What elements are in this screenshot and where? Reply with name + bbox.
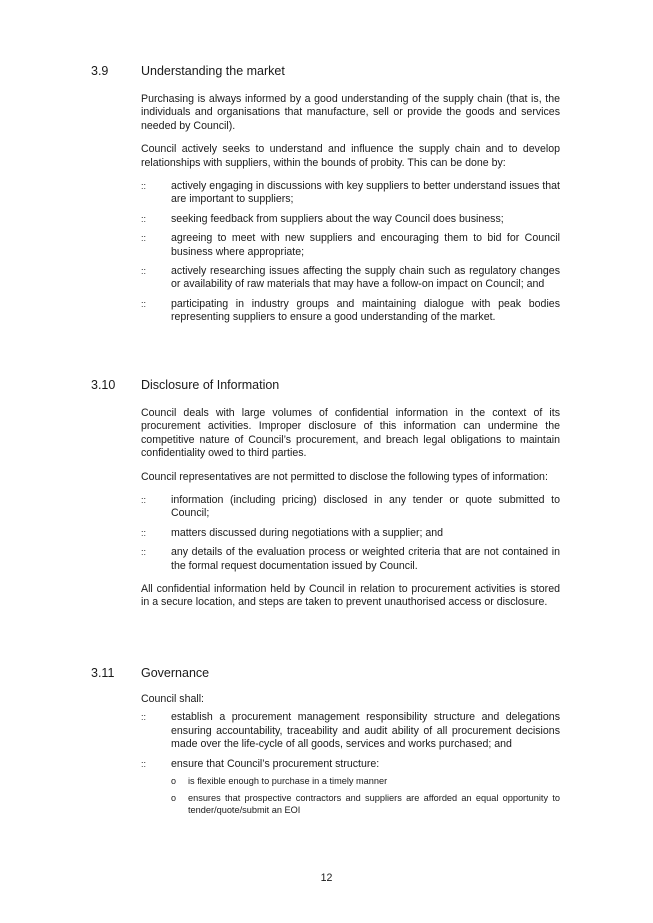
bullet-list	[141, 180, 560, 325]
circle-bullet-icon: o	[171, 793, 177, 804]
paragraph: Council shall:	[141, 693, 205, 705]
list-item-text: any details of the evaluation process or weighted criteria that are not contained in the formal request documentation issued by Council.	[171, 546, 560, 572]
bullet-icon: ::	[141, 181, 147, 192]
section-heading	[91, 64, 561, 82]
circle-bullet-icon: o	[171, 776, 177, 787]
section-3-11	[91, 666, 561, 823]
list-item-text: actively engaging in discussions with key suppliers to better understand issues that are important to suppliers;	[171, 180, 560, 206]
list-item	[141, 232, 560, 259]
section-heading	[91, 666, 561, 684]
section-body	[141, 93, 560, 325]
sub-list-item	[171, 792, 560, 816]
bullet-icon: ::	[141, 495, 147, 506]
list-item	[141, 213, 560, 226]
sub-list-item-text: is flexible enough to purchase in a timely manner	[188, 776, 388, 787]
list-item	[141, 546, 560, 573]
bullet-list	[141, 711, 560, 816]
section-number: 3.11	[91, 666, 115, 680]
list-item	[141, 711, 560, 751]
sub-bullet-list	[171, 775, 560, 817]
list-item-text: participating in industry groups and maintaining dialogue with peak bodies representing suppliers to ensure a good understanding of the market.	[171, 297, 560, 324]
sub-list-item	[171, 775, 560, 787]
list-item-text: seeking feedback from suppliers about the way Council does business;	[171, 212, 504, 225]
paragraph: Council representatives are not permitted to disclose the following types of information:	[141, 470, 548, 483]
list-item	[141, 527, 560, 540]
page-number: 12	[320, 872, 333, 884]
bullet-icon: ::	[141, 213, 147, 224]
bullet-icon: ::	[141, 712, 147, 723]
list-item-text: matters discussed during negotiations with a supplier; and	[171, 526, 444, 539]
section-body	[141, 407, 560, 610]
list-item	[141, 265, 560, 292]
bullet-icon: ::	[141, 547, 147, 558]
section-heading	[91, 378, 561, 396]
section-title: Understanding the market	[141, 64, 285, 78]
paragraph: Council actively seeks to understand and influence the supply chain and to develop relationships with suppliers, within the bounds of probity. This can be done by:	[141, 143, 560, 169]
section-number: 3.9	[91, 64, 109, 78]
bullet-icon: ::	[141, 298, 147, 309]
list-item-text: agreeing to meet with new suppliers and encouraging them to bid for Council business where appropriate;	[171, 232, 560, 258]
list-item-text: establish a procurement management responsibility structure and delegations ensuring accountability, traceability and audit ability of all procurement decisions made over the life-cycle of all goods, services and works purchased; and	[171, 711, 560, 751]
section-title: Governance	[141, 666, 210, 680]
section-3-9	[91, 64, 561, 331]
section-3-10	[91, 378, 561, 620]
section-title: Disclosure of Information	[141, 378, 280, 392]
bullet-icon: ::	[141, 758, 147, 769]
bullet-icon: ::	[141, 266, 147, 277]
section-body	[141, 693, 560, 817]
list-item-text: actively researching issues affecting the supply chain such as regulatory changes or availability of raw materials that may have a follow-on impact on Council; and	[171, 265, 560, 291]
list-item	[141, 180, 560, 207]
bullet-icon: ::	[141, 527, 147, 538]
paragraph: Council deals with large volumes of confidential information in the context of its procurement activities. Improper disclosure of this information can undermine the competitive nature of Council’s procurement, and breach legal obligations to maintain confidentiality owed to third parties.	[141, 407, 560, 460]
list-item-text: ensure that Council’s procurement structure:	[171, 757, 380, 770]
bullet-icon: ::	[141, 233, 147, 244]
list-item-text: information (including pricing) disclosed in any tender or quote submitted to Council;	[171, 494, 560, 520]
paragraph: All confidential information held by Council in relation to procurement activities is stored in a secure location, and steps are taken to prevent unauthorised access or disclosure.	[141, 583, 560, 609]
section-number: 3.10	[91, 378, 116, 392]
list-item	[141, 298, 560, 325]
list-item	[141, 494, 560, 521]
list-item	[141, 758, 560, 817]
paragraph: Purchasing is always informed by a good understanding of the supply chain (that is, the individuals and organisations that manufacture, sell or provide the goods and services needed by Council).	[141, 93, 560, 132]
bullet-list	[141, 494, 560, 573]
sub-list-item-text: ensures that prospective contractors and suppliers are afforded an equal opportunity to tender/quote/submit an EOI	[188, 793, 560, 816]
